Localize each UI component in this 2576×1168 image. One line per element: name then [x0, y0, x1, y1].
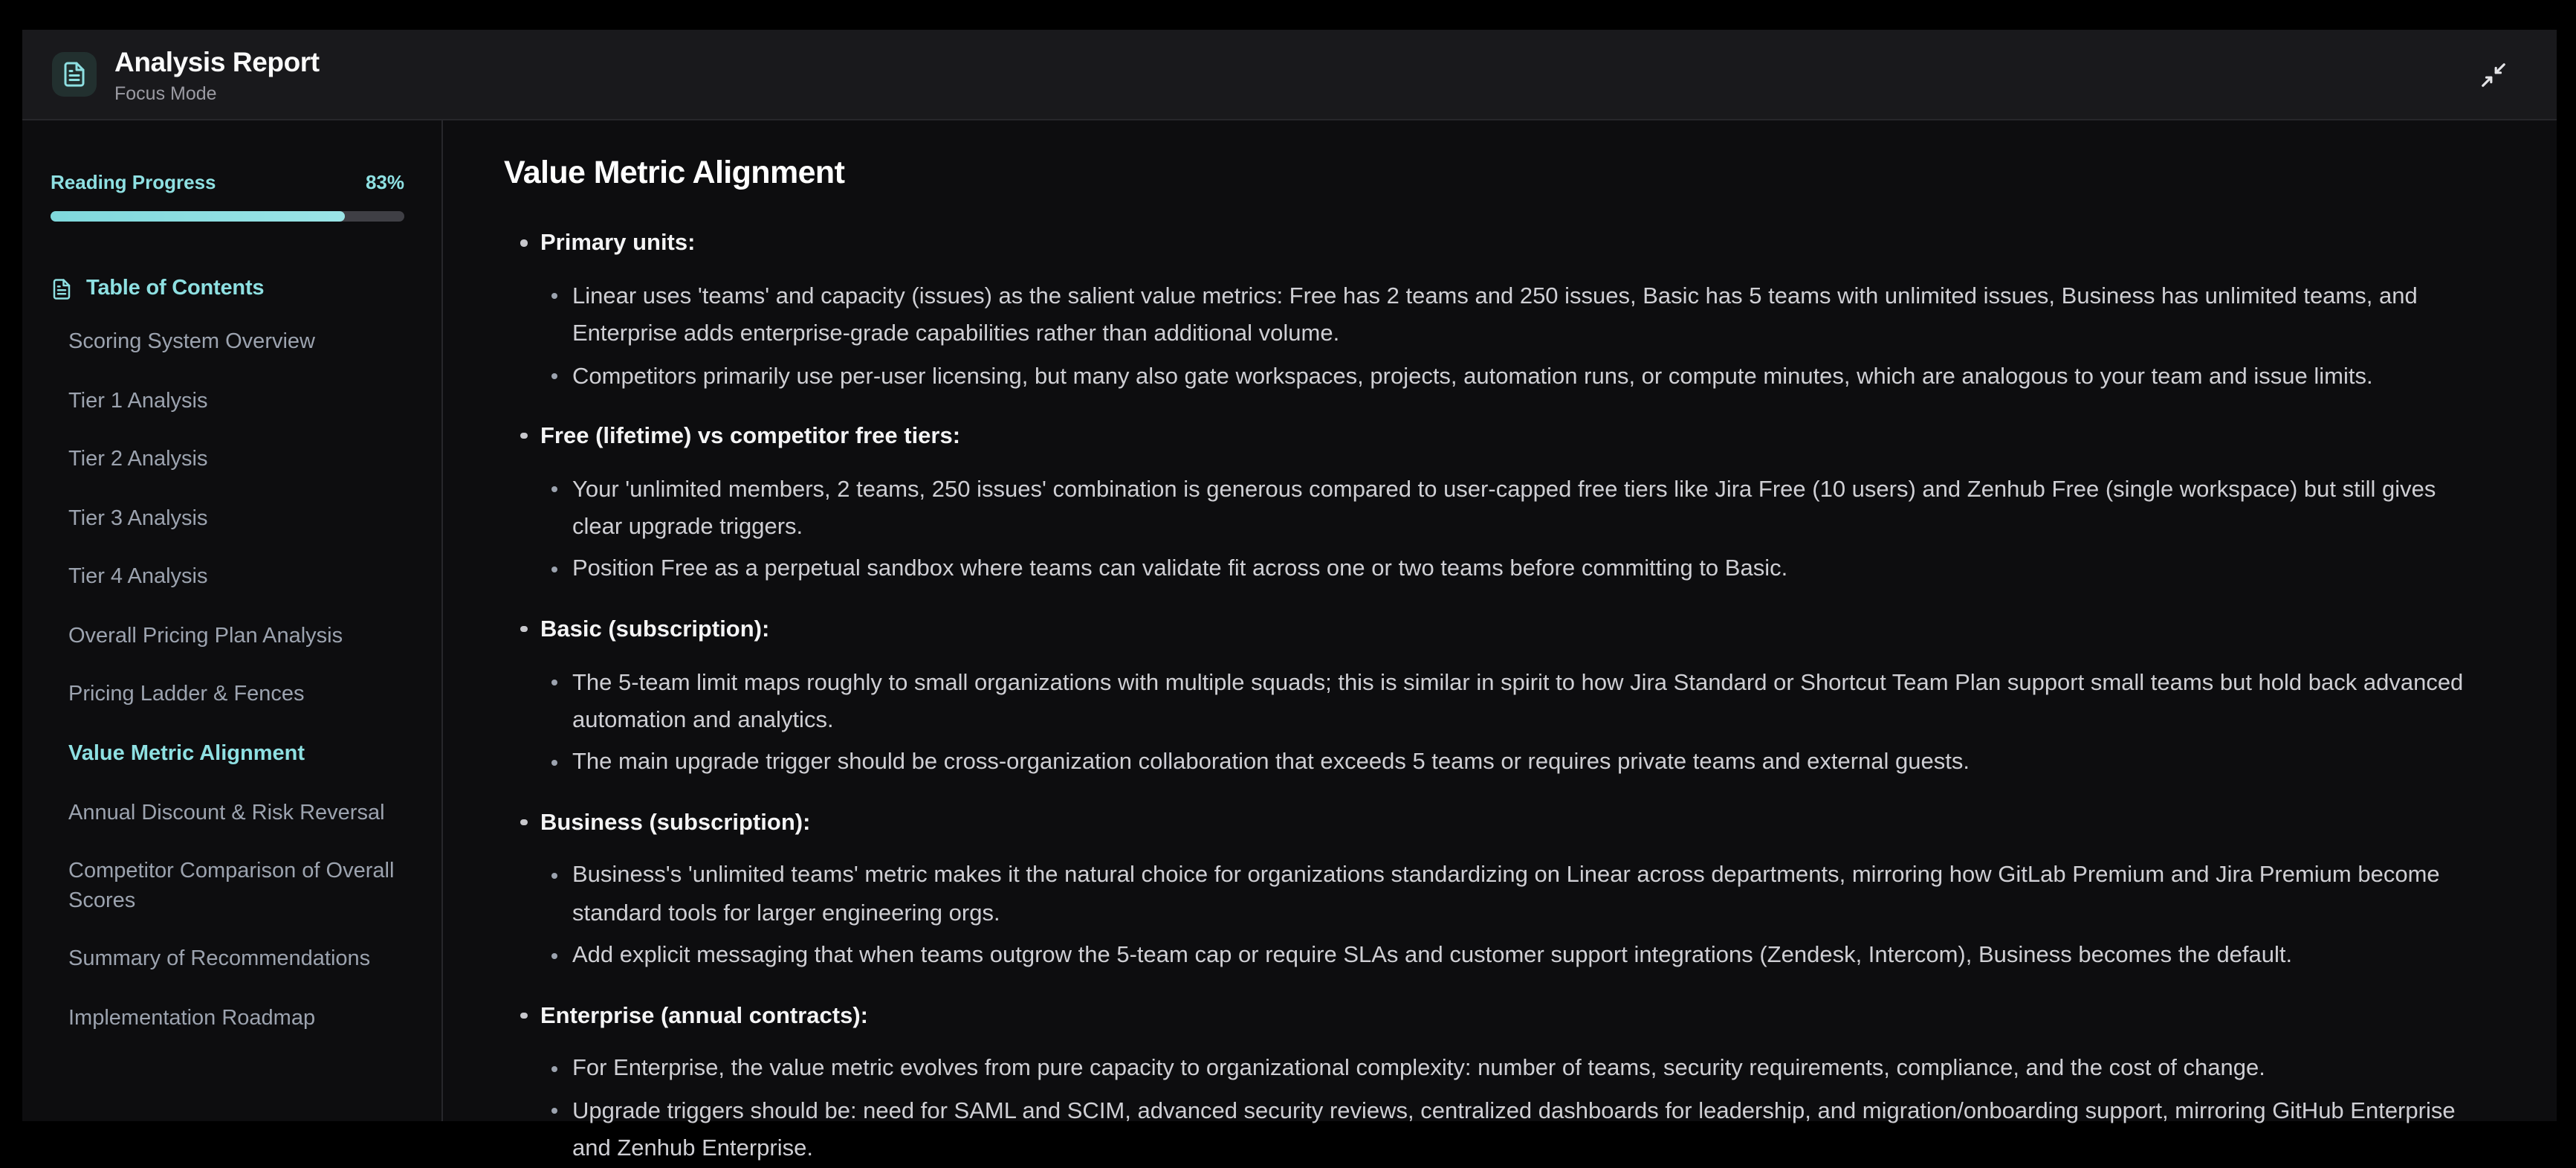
toc-item[interactable]: Tier 2 Analysis: [68, 448, 208, 472]
document-icon-badge: [52, 52, 97, 97]
section-title: Business (subscription):: [540, 810, 811, 836]
header-bar: [22, 30, 2557, 120]
page-title: Analysis Report: [114, 45, 320, 77]
section-point: [551, 744, 2487, 782]
content-section: [504, 614, 2493, 782]
point-text: Add explicit messaging that when teams outgrow the 5-team cap or require SLAs and customer support integrations (Zendesk, Intercom), Business becomes the default.: [572, 943, 2293, 969]
point-text: Upgrade triggers should be: need for SAML and SCIM, advanced security reviews, centralized dashboards for leadership, and migration/onboarding support, mirroring GitHub Enterprise and Zenhub Enterprise.: [572, 1098, 2456, 1162]
bullet-icon: [551, 1108, 557, 1114]
bullet-icon: [551, 873, 557, 879]
section-title: Free (lifetime) vs competitor free tiers:: [540, 423, 961, 449]
reading-progress-bar: [51, 211, 404, 222]
content-split: [22, 120, 2557, 1162]
toc-item[interactable]: Annual Discount & Risk Reversal: [68, 801, 385, 825]
file-text-icon: [61, 61, 88, 88]
toc-item[interactable]: Tier 3 Analysis: [68, 506, 208, 531]
toc-item[interactable]: Summary of Recommendations: [68, 947, 371, 972]
point-text: Linear uses 'teams' and capacity (issues) as the salient value metrics: Free has 2 teams and 250 issues, Basic has 5 teams with unlimited issues, Business has unlimited teams, and Enterprise adds enterprise-grade capabilities rather than additional volume.: [572, 283, 2418, 347]
point-text: Position Free as a perpetual sandbox where teams can validate fit across one or two teams before committing to Basic.: [572, 556, 1788, 582]
bullet-icon: [551, 680, 557, 685]
main-content: [443, 120, 2557, 1162]
section-points: [504, 664, 2493, 781]
content-section: [504, 807, 2493, 975]
content-section: [504, 228, 2493, 396]
toc-item[interactable]: Implementation Roadmap: [68, 1006, 316, 1030]
section-point: [551, 551, 2487, 589]
point-text: The main upgrade trigger should be cross-organization collaboration that exceeds 5 teams or requires private teams and external guests.: [572, 749, 1970, 775]
section-point: [551, 937, 2487, 975]
toc-item[interactable]: Overall Pricing Plan Analysis: [68, 624, 343, 648]
file-text-icon: [51, 277, 73, 300]
bullet-icon: [551, 373, 557, 379]
section-point: [551, 664, 2487, 740]
content-sections: [504, 228, 2493, 1168]
focus-mode-label: Focus Mode: [114, 83, 217, 103]
section-point: [551, 471, 2487, 546]
toc-item[interactable]: Competitor Comparison of Overall Scores: [68, 859, 395, 913]
point-text: Your 'unlimited members, 2 teams, 250 issues' combination is generous compared to user-capped free tiers like Jira Free (10 users) and Zenhub Free (single workspace) but still gives clear upgrade triggers.: [572, 477, 2436, 540]
toc-item[interactable]: Scoring System Overview: [68, 330, 315, 354]
reading-progress-fill: [51, 211, 344, 222]
section-points: [504, 857, 2493, 975]
section-point: [551, 1092, 2487, 1168]
reading-progress-row: [51, 171, 404, 193]
bullet-icon: [520, 433, 527, 439]
point-text: For Enterprise, the value metric evolves from pure capacity to organizational complexity: number of teams, security requirements, compliance, and the cost of change.: [572, 1056, 2265, 1082]
section-point: [551, 277, 2487, 353]
section-point: [551, 857, 2487, 933]
section-points: [504, 1051, 2493, 1168]
reading-progress-value: 83%: [365, 171, 404, 193]
section-title: Basic (subscription):: [540, 616, 770, 642]
collapse-arrows-icon: [2479, 60, 2507, 88]
section-heading: Value Metric Alignment: [504, 155, 845, 190]
bullet-icon: [551, 760, 557, 766]
toc-header: [51, 277, 404, 300]
section-point: [551, 358, 2487, 396]
bullet-icon: [551, 567, 557, 572]
bullet-icon: [551, 486, 557, 492]
toc-list: [51, 314, 404, 1049]
bullet-icon: [551, 952, 557, 958]
toc-item[interactable]: Tier 1 Analysis: [68, 389, 208, 413]
header-text-block: [114, 45, 320, 103]
bullet-icon: [520, 1012, 527, 1019]
point-text: Competitors primarily use per-user licensing, but many also gate workspaces, projects, automation runs, or compute minutes, which are analogous to your team and issue limits.: [572, 364, 2373, 389]
point-text: The 5-team limit maps roughly to small organizations with multiple squads; this is similar in spirit to how Jira Standard or Shortcut Team Plan support small teams but hold back advanced automation and analytics.: [572, 670, 2464, 733]
section-points: [504, 277, 2493, 395]
section-title: Primary units:: [540, 230, 696, 256]
bullet-icon: [551, 293, 557, 299]
bullet-icon: [520, 626, 527, 633]
bullet-icon: [551, 1066, 557, 1072]
content-section: [504, 1000, 2493, 1168]
toc-item-active[interactable]: Value Metric Alignment: [68, 741, 305, 766]
section-point: [551, 1051, 2487, 1088]
point-text: Business's 'unlimited teams' metric makes it the natural choice for organizations standardizing on Linear across departments, mirroring how GitLab Premium and Jira Premium become standard tools for larger engineering orgs.: [572, 862, 2440, 926]
toc-title: Table of Contents: [86, 277, 265, 300]
section-points: [504, 471, 2493, 588]
content-section: [504, 421, 2493, 589]
section-title: Enterprise (annual contracts):: [540, 1003, 868, 1029]
sidebar: [22, 120, 443, 1121]
reading-progress-label: Reading Progress: [51, 171, 216, 193]
report-panel: [22, 30, 2557, 1162]
toc-item[interactable]: Pricing Ladder & Fences: [68, 683, 305, 707]
bullet-icon: [520, 819, 527, 825]
bullet-icon: [520, 239, 527, 246]
exit-focus-mode-button[interactable]: [2473, 55, 2512, 94]
toc-item[interactable]: Tier 4 Analysis: [68, 565, 208, 590]
